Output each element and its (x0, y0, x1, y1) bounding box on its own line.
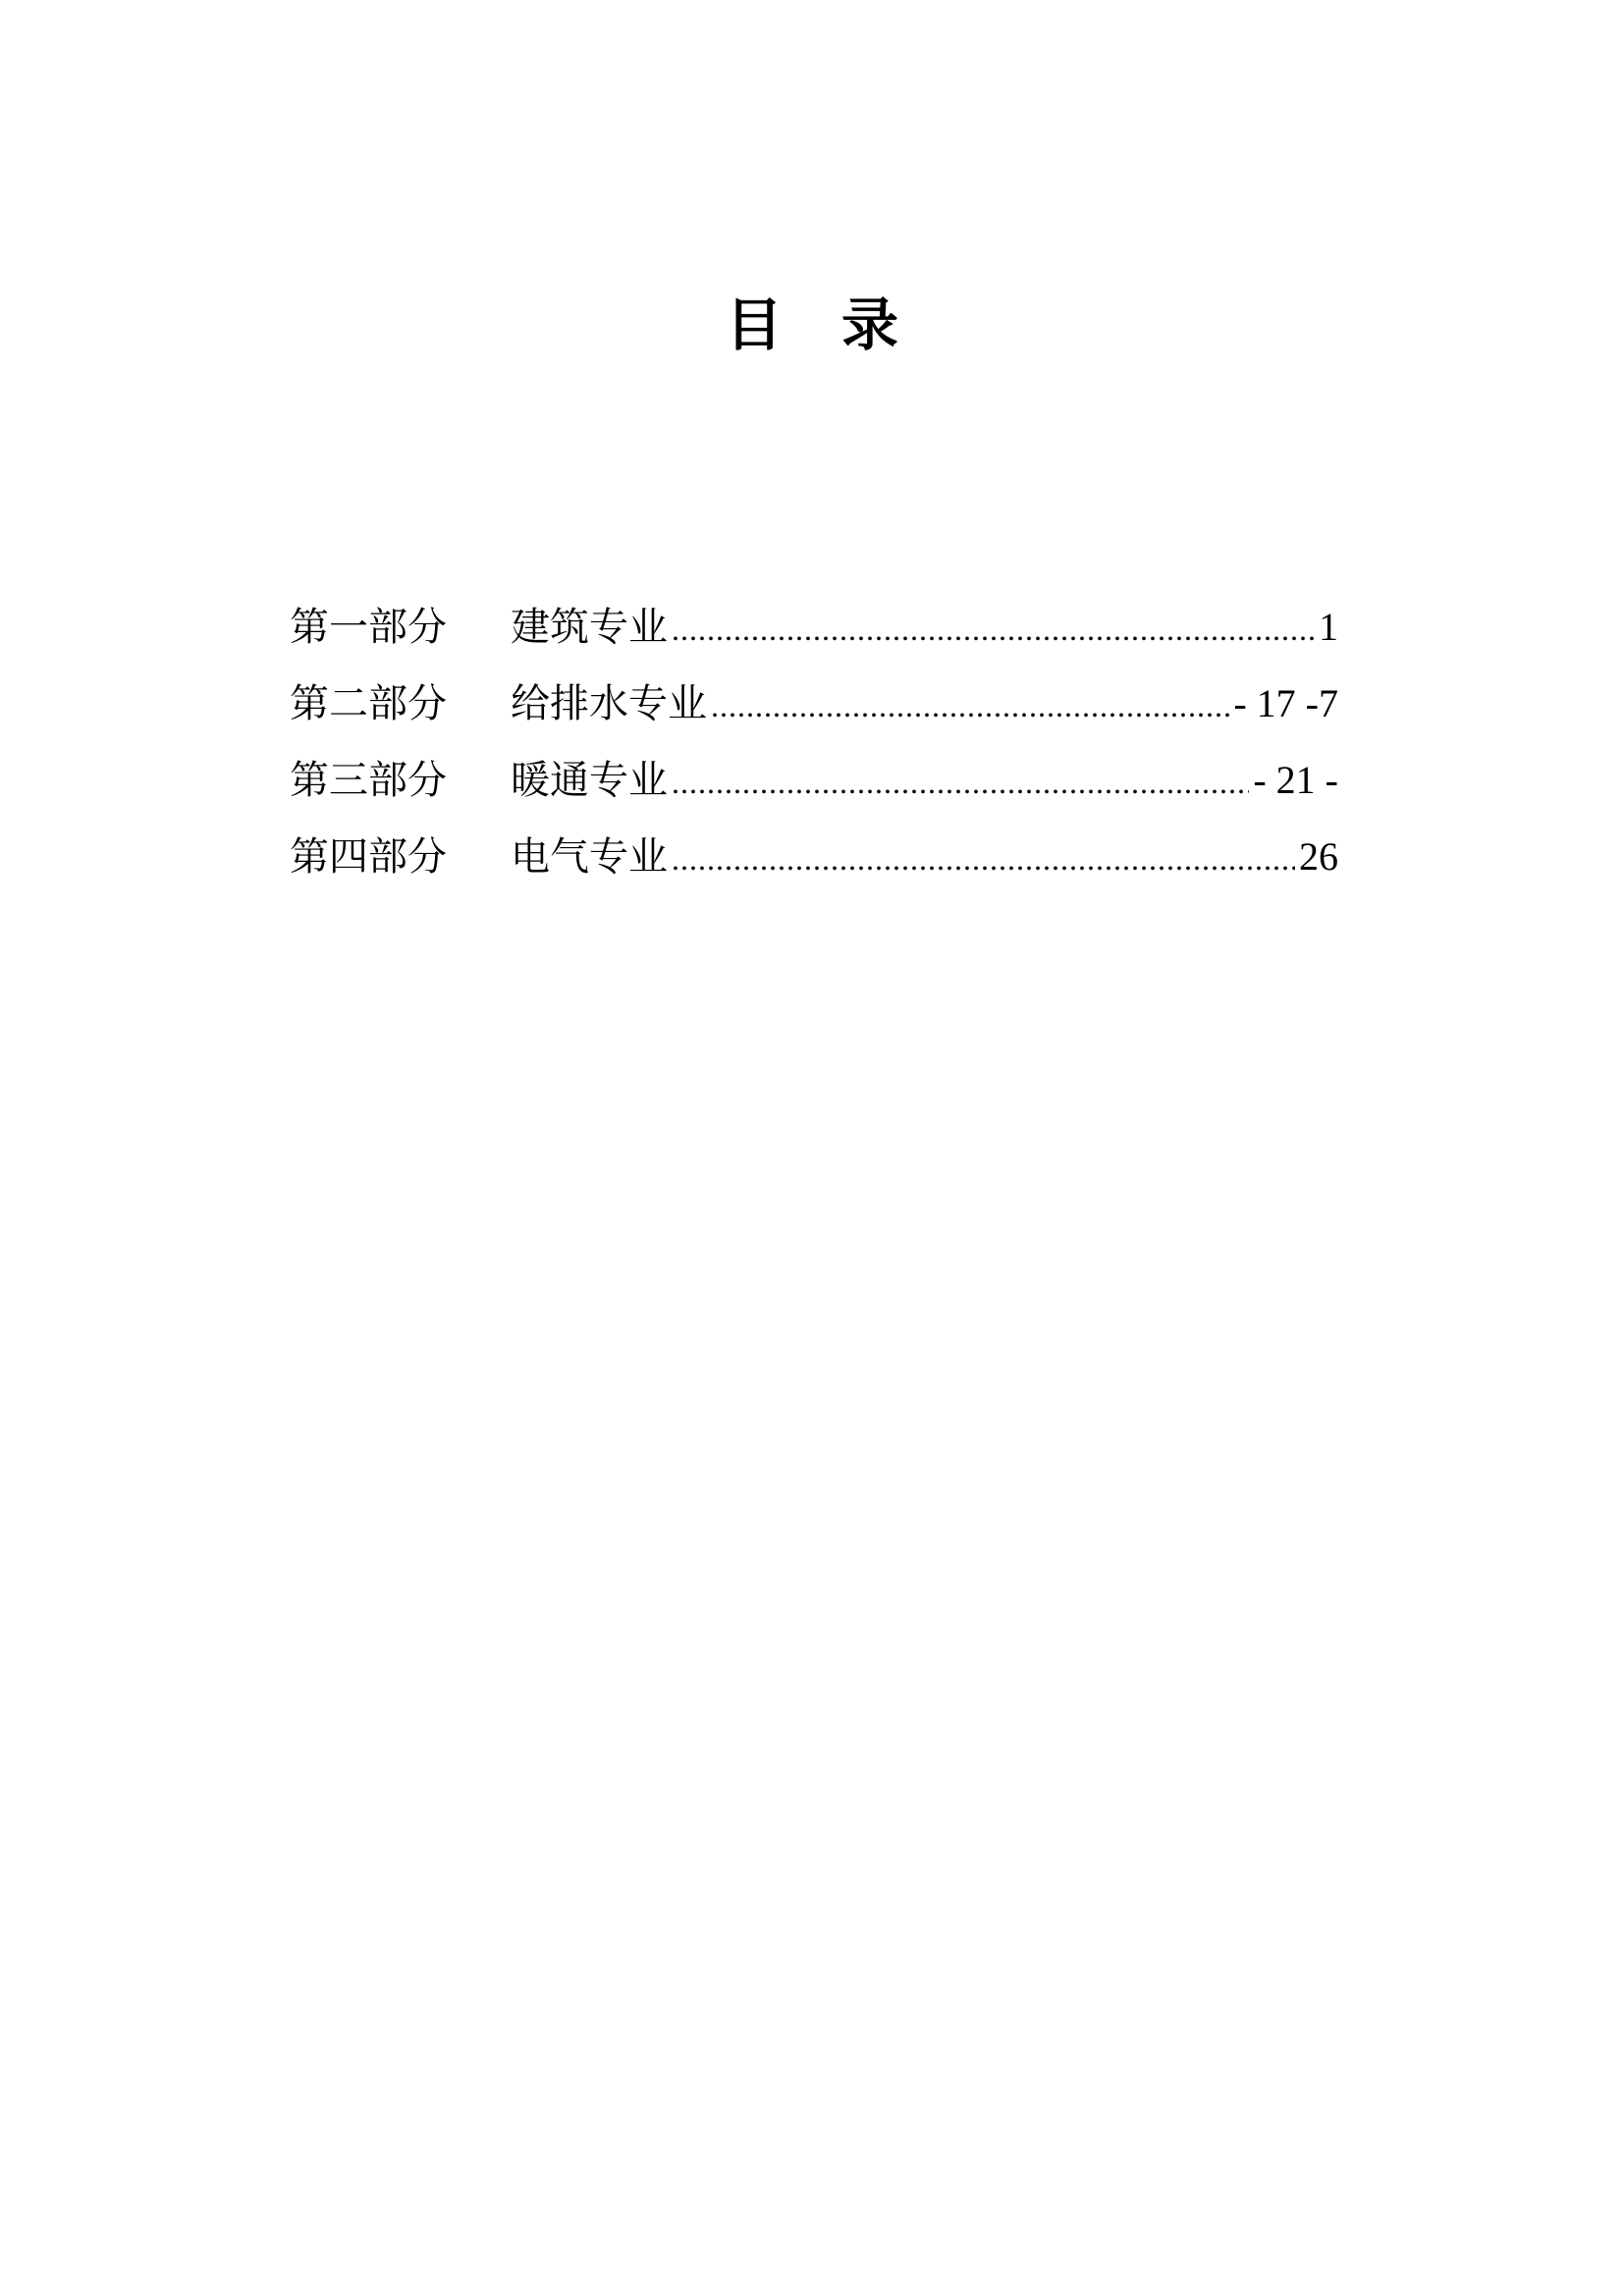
toc-entry[interactable] (290, 589, 1338, 666)
toc-subject-label: 建筑专业 (511, 605, 668, 650)
page-title-char-1: 目 (725, 292, 783, 358)
toc-subject-label: 暖通专业 (511, 758, 668, 803)
toc-page-number: 1 (1319, 605, 1338, 649)
table-of-contents (290, 589, 1338, 895)
toc-subject-label: 给排水专业 (511, 681, 707, 726)
toc-page-number: - 21 - (1253, 758, 1338, 802)
toc-page-number: 26 (1299, 834, 1338, 879)
toc-entry[interactable] (290, 666, 1338, 742)
toc-page-number: - 17 -7 (1233, 681, 1338, 725)
toc-part-label: 第三部分 (290, 758, 447, 803)
toc-entry[interactable] (290, 819, 1338, 895)
toc-entry[interactable] (290, 742, 1338, 819)
toc-dot-leader (672, 591, 1315, 667)
toc-subject-label: 电气专业 (511, 834, 668, 880)
toc-dot-leader (672, 821, 1295, 897)
toc-part-label: 第二部分 (290, 681, 447, 726)
toc-part-label: 第一部分 (290, 605, 447, 650)
toc-dot-leader (672, 744, 1249, 821)
page-title (0, 291, 1624, 359)
toc-part-label: 第四部分 (290, 834, 447, 880)
page-title-char-2: 录 (841, 292, 899, 358)
toc-dot-leader (711, 667, 1229, 744)
